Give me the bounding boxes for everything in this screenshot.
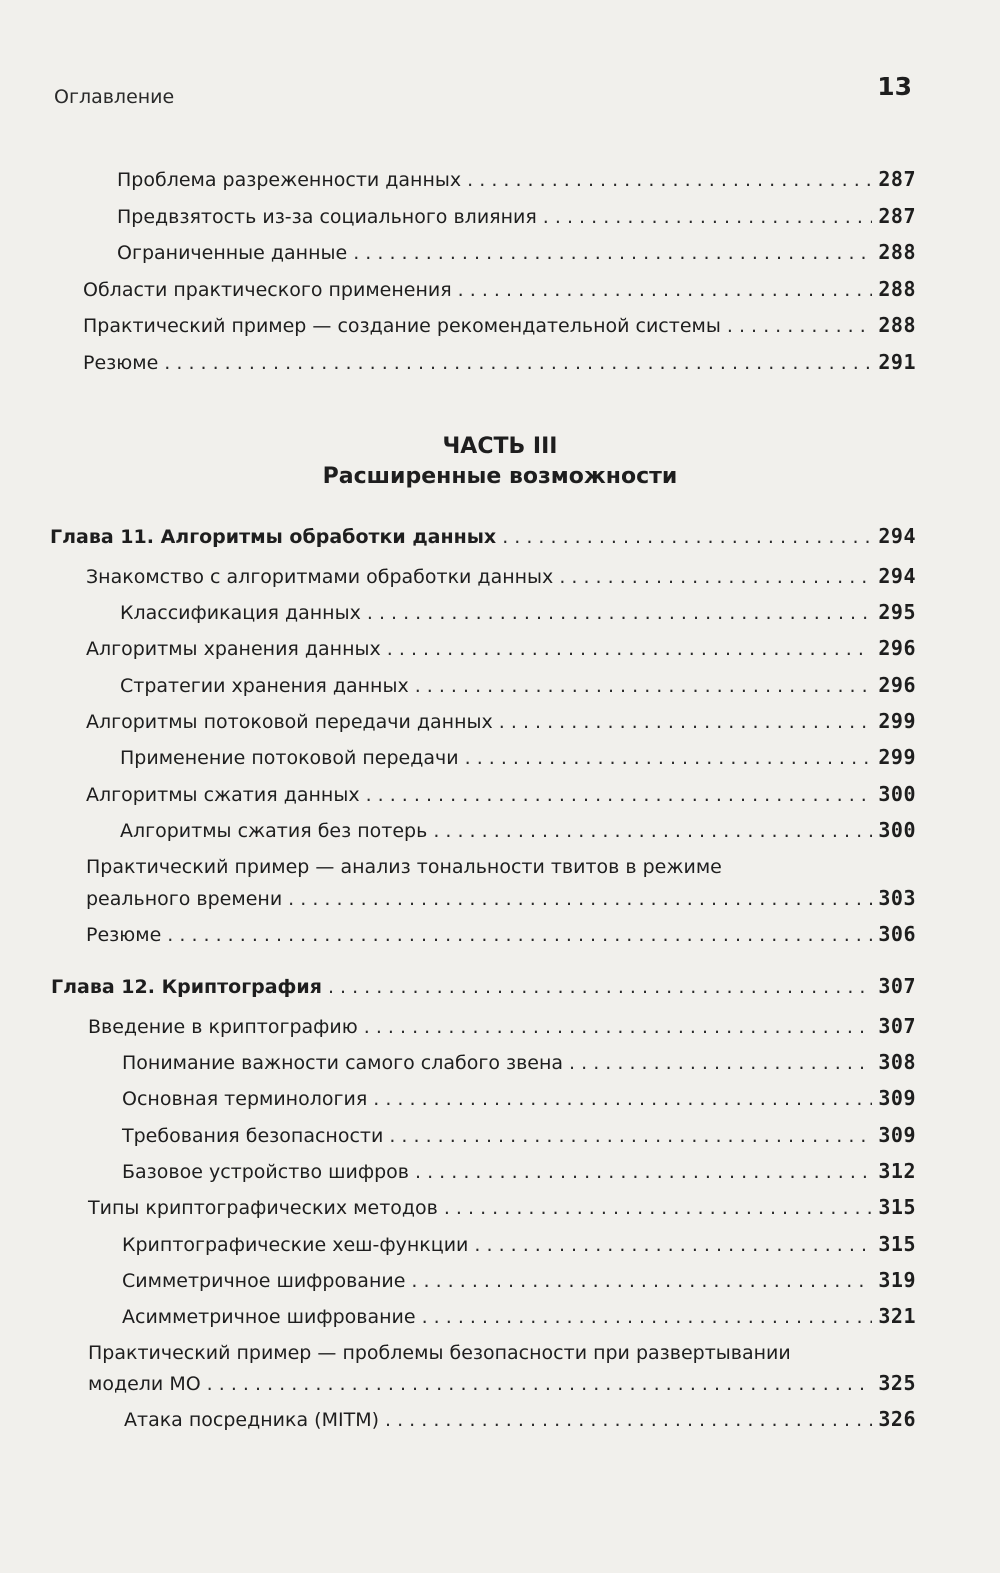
- running-head: Оглавление: [54, 86, 175, 108]
- toc-entry: Предвзятость из-за социального влияния . . . 287: [117, 202, 916, 231]
- chapter-entry: Глава 12. Криптография . . . 307: [51, 972, 916, 1001]
- toc-entry: Введение в криптографию . . . 307: [88, 1012, 916, 1041]
- toc-entry: Алгоритмы хранения данных . . . 296: [86, 634, 916, 663]
- toc-entry: Типы криптографических методов . . . 315: [88, 1193, 916, 1222]
- toc-entry: Алгоритмы потоковой передачи данных . . . 299: [86, 707, 916, 736]
- toc-entry: Классификация данных . . . 295: [120, 598, 916, 627]
- toc-entry: Ограниченные данные . . . 288: [117, 238, 916, 267]
- toc-entry: Криптографические хеш-функции . . . 315: [122, 1230, 916, 1259]
- toc-entry: Знакомство с алгоритмами обработки данных . . . 294: [86, 562, 916, 591]
- part-label: ЧАСТЬ III: [442, 434, 558, 459]
- toc-entry: Требования безопасности . . . 309: [122, 1121, 916, 1150]
- toc-entry: Резюме . . . 306: [86, 920, 916, 949]
- toc-entry: Практический пример — создание рекомендательной системы . . . 288: [83, 311, 916, 340]
- toc-entry: Базовое устройство шифров . . . 312: [122, 1157, 916, 1186]
- toc-entry-wrapped-line: Практический пример — анализ тональности твитов в режиме: [86, 856, 722, 878]
- toc-entry-wrapped-line: Практический пример — проблемы безопасности при развертывании: [88, 1342, 791, 1364]
- toc-entry: модели МО . . . 325: [88, 1369, 916, 1398]
- part-title: Расширенные возможности: [322, 464, 678, 489]
- toc-entry: Основная терминология . . . 309: [122, 1084, 916, 1113]
- chapter-entry: Глава 11. Алгоритмы обработки данных . . . 294: [50, 522, 916, 551]
- toc-entry: Применение потоковой передачи . . . 299: [120, 743, 916, 772]
- toc-entry: Области практического применения . . . 288: [83, 275, 916, 304]
- toc-entry: Понимание важности самого слабого звена . . . 308: [122, 1048, 916, 1077]
- page-number: 13: [877, 72, 912, 101]
- toc-entry: Симметричное шифрование . . . 319: [122, 1266, 916, 1295]
- toc-entry: Проблема разреженности данных . . . 287: [117, 165, 916, 194]
- toc-entry: Алгоритмы сжатия без потерь . . . 300: [120, 816, 916, 845]
- toc-entry: Стратегии хранения данных . . . 296: [120, 671, 916, 700]
- toc-entry: Асимметричное шифрование . . . 321: [122, 1302, 916, 1331]
- toc-entry: Резюме . . . 291: [83, 348, 916, 377]
- toc-entry: реального времени . . . 303: [86, 884, 916, 913]
- toc-entry: Атака посредника (MITM) . . . 326: [124, 1405, 916, 1434]
- toc-entry: Алгоритмы сжатия данных . . . 300: [86, 780, 916, 809]
